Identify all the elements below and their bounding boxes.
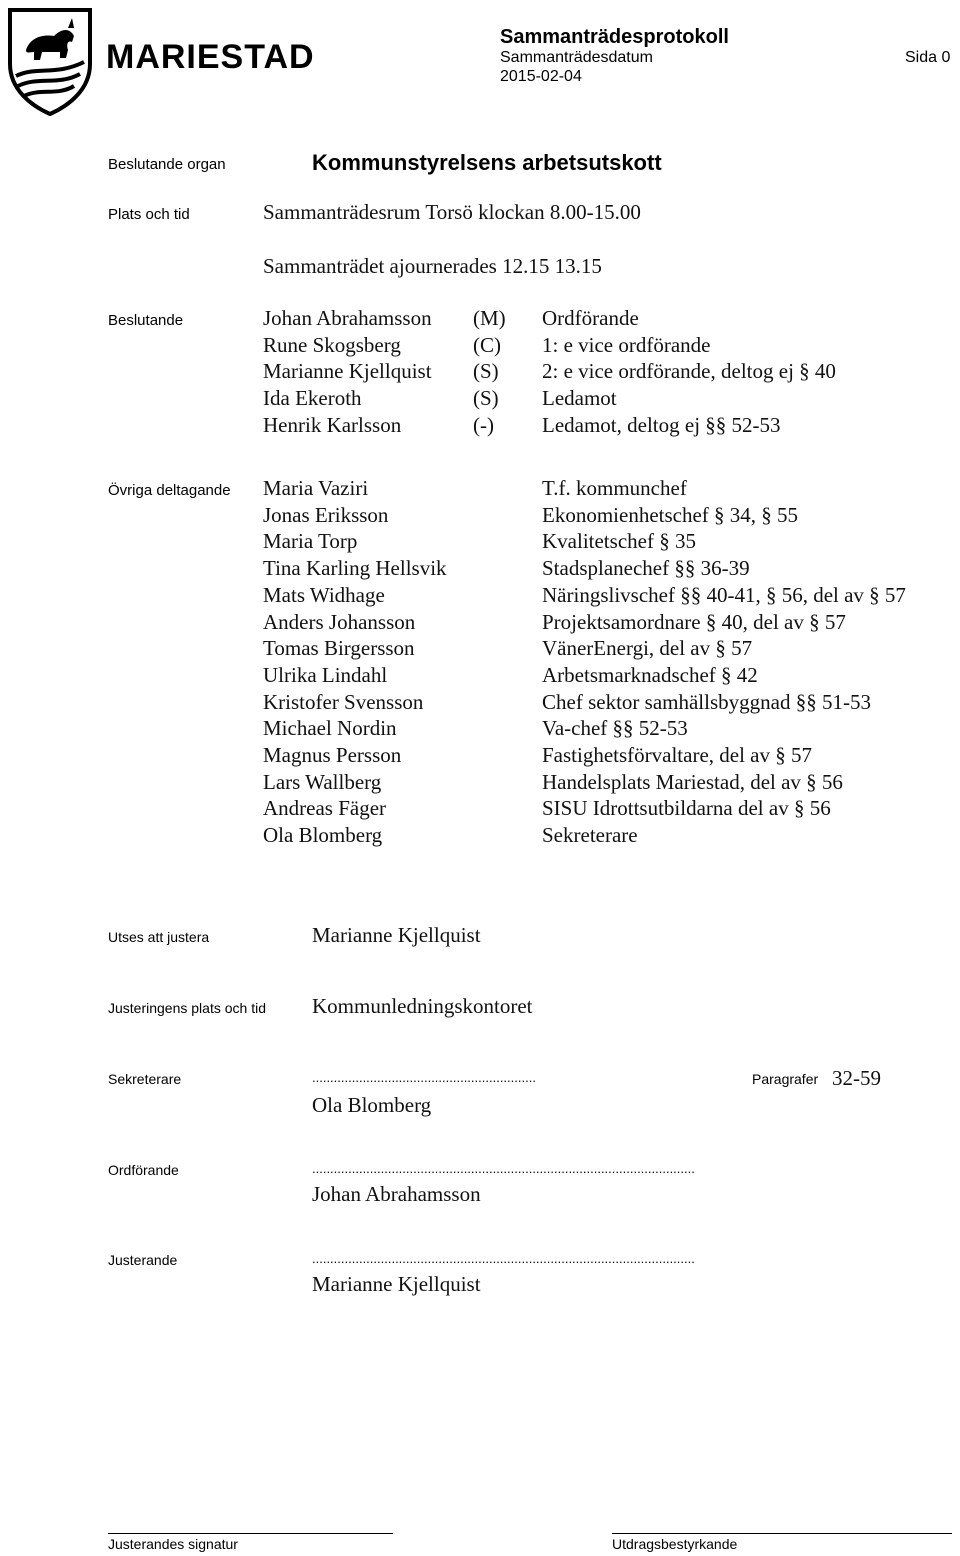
ovriga-name: Ulrika Lindahl [263,662,388,687]
justering-plats-label: Justeringens plats och tid [108,1000,266,1016]
organ-value: Kommunstyrelsens arbetsutskott [312,150,662,175]
adjourn-value: Sammanträdet ajournerades 12.15 13.15 [263,254,602,278]
ovriga-label: Övriga deltagande [108,482,231,499]
ordforande-signature-line[interactable]: .......................................................................................................... [312,1161,695,1176]
beslutande-role: 2: e vice ordförande, deltog ej § 40 [542,359,836,384]
paragrafer-value: 32-59 [832,1066,881,1090]
beslutande-party: (S) [473,359,499,384]
logo [6,6,315,116]
justerande-label: Justerande [108,1252,178,1268]
ovriga-role: Näringslivschef §§ 40-41, § 56, del av § 57 [542,582,906,607]
page-number: Sida 0 [905,49,951,66]
ovriga-name: Anders Johansson [263,609,416,634]
ovriga-name: Tina Karling Hellsvik [263,556,447,581]
place-value: Sammanträdesrum Torsö klockan 8.00-15.00 [263,200,641,224]
footer-left-line [108,1533,393,1534]
ovriga-name: Mats Widhage [263,582,385,607]
justerande-name: Marianne Kjellquist [312,1272,481,1296]
document-title: Sammanträdesprotokoll [500,26,729,48]
ovriga-role: VänerEnergi, del av § 57 [542,636,753,661]
beslutande-label: Beslutande [108,312,184,329]
beslutande-party: (S) [473,386,499,411]
meeting-date-label: Sammanträdesdatum [500,49,653,66]
ovriga-name: Jonas Eriksson [263,502,389,527]
utses-value: Marianne Kjellquist [312,923,481,947]
ovriga-role: Stadsplanechef §§ 36-39 [542,556,750,581]
logo-wordmark: MARIESTAD [106,38,315,76]
justering-plats-value: Kommunledningskontoret [312,994,533,1018]
ovriga-name: Magnus Persson [263,743,402,767]
ovriga-name: Maria Torp [263,529,358,554]
beslutande-name: Rune Skogsberg [263,332,401,357]
ovriga-role: Sekreterare [542,823,638,848]
beslutande-role: Ledamot, deltog ej §§ 52-53 [542,412,781,437]
utses-label: Utses att justera [108,929,210,945]
organ-label: Beslutande organ [108,156,226,173]
ovriga-role: Arbetsmarknadschef § 42 [542,662,758,687]
ovriga-role: Chef sektor samhällsbyggnad §§ 51-53 [542,689,871,714]
beslutande-name: Johan Abrahamsson [263,306,432,330]
ordforande-name: Johan Abrahamsson [312,1182,481,1206]
sekreterare-signature-line[interactable]: .............................................................. [312,1070,536,1085]
ovriga-role: Fastighetsförvaltare, del av § 57 [542,743,813,767]
meeting-date-value: 2015-02-04 [500,68,582,85]
ovriga-role: Ekonomienhetschef § 34, § 55 [542,502,799,527]
footer-right-label: Utdragsbestyrkande [612,1536,738,1552]
footer-right-line [612,1533,952,1534]
beslutande-role: Ordförande [542,306,639,330]
ovriga-name: Andreas Fäger [263,796,387,821]
beslutande-party: (C) [473,332,501,357]
ovriga-name: Kristofer Svensson [263,689,424,714]
ovriga-name: Ola Blomberg [263,823,383,848]
ovriga-role: Handelsplats Mariestad, del av § 56 [542,769,843,794]
place-label: Plats och tid [108,206,190,223]
ovriga-name: Tomas Birgersson [263,636,415,661]
ovriga-role: Va-chef §§ 52-53 [542,716,688,741]
ovriga-role: Kvalitetschef § 35 [542,529,696,554]
paragrafer-label: Paragrafer [752,1071,819,1087]
beslutande-role: 1: e vice ordförande [542,332,711,357]
footer-left-label: Justerandes signatur [108,1536,238,1552]
justerande-signature-line[interactable]: .......................................................................................................... [312,1251,695,1266]
beslutande-party: (-) [473,412,494,437]
ovriga-role: T.f. kommunchef [542,476,687,500]
sekreterare-label: Sekreterare [108,1071,182,1087]
ovriga-name: Lars Wallberg [263,769,382,794]
ordforande-label: Ordförande [108,1162,179,1178]
beslutande-name: Marianne Kjellquist [263,359,432,384]
ovriga-name: Maria Vaziri [263,476,369,500]
sekreterare-name: Ola Blomberg [312,1093,432,1117]
ovriga-role: SISU Idrottsutbildarna del av § 56 [542,796,831,821]
beslutande-role: Ledamot [542,386,617,411]
ovriga-name: Michael Nordin [263,716,397,741]
ovriga-role: Projektsamordnare § 40, del av § 57 [542,609,846,634]
coat-of-arms-icon [6,6,94,116]
beslutande-name: Henrik Karlsson [263,412,402,437]
beslutande-party: (M) [473,306,506,330]
beslutande-name: Ida Ekeroth [263,386,362,411]
